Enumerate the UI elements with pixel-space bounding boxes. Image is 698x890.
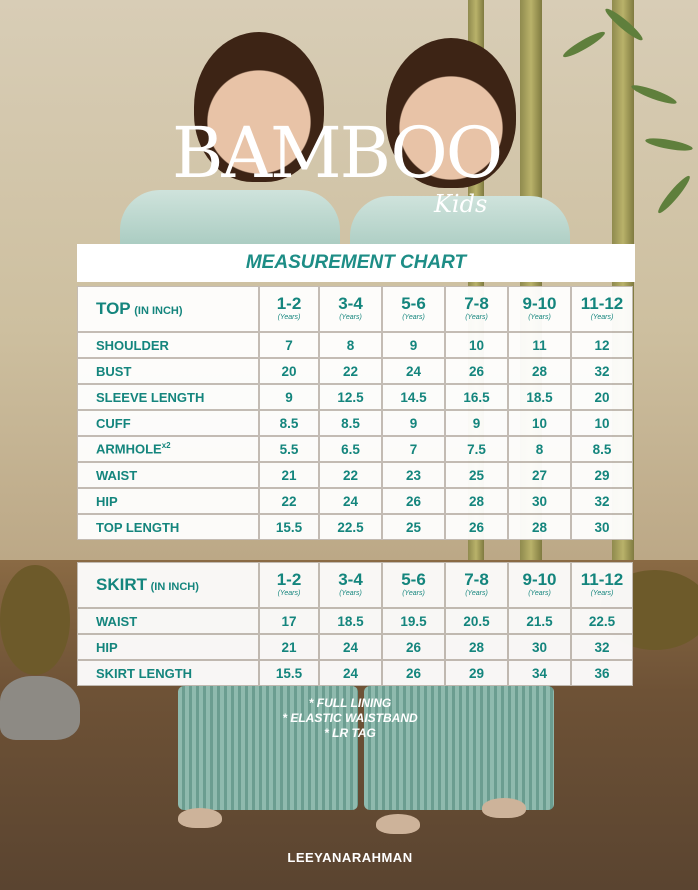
table-row	[77, 410, 633, 436]
years-caption: (Years)	[402, 590, 425, 597]
age-header-cell	[319, 562, 382, 608]
value-cell: 7	[259, 332, 319, 358]
notes	[240, 696, 460, 741]
note-item: * FULL LINING	[308, 696, 392, 710]
value-cell: 20	[259, 358, 319, 384]
value-cell: 7	[382, 436, 445, 462]
age-header-cell	[445, 562, 508, 608]
value-cell: 8.5	[571, 436, 633, 462]
value-cell: 16.5	[445, 384, 508, 410]
row-label-cell	[77, 608, 259, 634]
section-unit: (IN INCH)	[134, 305, 183, 317]
years-caption: (Years)	[590, 590, 614, 597]
value-cell: 9	[382, 410, 445, 436]
row-label-superscript: x2	[161, 441, 171, 451]
value-cell: 9	[259, 384, 319, 410]
value-cell: 28	[445, 634, 508, 660]
years-caption: (Years)	[528, 314, 551, 321]
age-header-cell	[319, 286, 382, 332]
value-cell: 26	[382, 660, 445, 686]
section-title: SKIRT	[96, 575, 147, 594]
age-header-cell	[259, 562, 319, 608]
years-caption: (Years)	[277, 314, 301, 321]
value-cell: 26	[445, 358, 508, 384]
age-header-cell	[445, 286, 508, 332]
years-caption: (Years)	[339, 314, 362, 321]
value-cell: 30	[508, 634, 571, 660]
value-cell: 26	[382, 488, 445, 514]
row-label: TOP LENGTH	[96, 519, 180, 535]
value-cell: 25	[445, 462, 508, 488]
table-row	[77, 488, 633, 514]
years-caption: (Years)	[402, 314, 425, 321]
value-cell: 28	[445, 488, 508, 514]
skirt-measurement-table	[77, 562, 633, 686]
age-label: 5-6	[401, 294, 426, 313]
value-cell: 24	[319, 660, 382, 686]
table-row	[77, 332, 633, 358]
value-cell: 34	[508, 660, 571, 686]
row-label: BUST	[96, 363, 132, 379]
value-cell: 20.5	[445, 608, 508, 634]
age-label: 7-8	[464, 294, 489, 313]
row-label-cell	[77, 384, 259, 410]
value-cell: 29	[571, 462, 633, 488]
value-cell: 30	[508, 488, 571, 514]
value-cell: 22	[319, 462, 382, 488]
age-header-cell	[571, 562, 633, 608]
row-label-cell	[77, 514, 259, 540]
value-cell: 10	[508, 410, 571, 436]
value-cell: 8.5	[259, 410, 319, 436]
age-label: 7-8	[464, 570, 489, 589]
value-cell: 11	[508, 332, 571, 358]
row-label: SLEEVE LENGTH	[96, 389, 205, 405]
value-cell: 19.5	[382, 608, 445, 634]
value-cell: 23	[382, 462, 445, 488]
value-cell: 36	[571, 660, 633, 686]
value-cell: 21.5	[508, 608, 571, 634]
years-caption: (Years)	[590, 314, 614, 321]
value-cell: 32	[571, 488, 633, 514]
years-caption: (Years)	[339, 590, 362, 597]
age-label: 9-10	[522, 570, 557, 589]
value-cell: 22.5	[571, 608, 633, 634]
years-caption: (Years)	[465, 314, 488, 321]
value-cell: 5.5	[259, 436, 319, 462]
table-header-row	[77, 286, 633, 332]
value-cell: 24	[319, 634, 382, 660]
value-cell: 32	[571, 358, 633, 384]
row-label: SHOULDER	[96, 337, 169, 353]
value-cell: 28	[508, 358, 571, 384]
table-row	[77, 514, 633, 540]
row-label: HIP	[96, 493, 118, 509]
age-label: 9-10	[522, 294, 557, 313]
table-row	[77, 608, 633, 634]
age-header-cell	[508, 286, 571, 332]
value-cell: 27	[508, 462, 571, 488]
top-measurement-table	[77, 286, 633, 540]
value-cell: 15.5	[259, 660, 319, 686]
value-cell: 7.5	[445, 436, 508, 462]
value-cell: 15.5	[259, 514, 319, 540]
section-title: TOP	[96, 299, 131, 318]
section-header-cell	[77, 286, 259, 332]
value-cell: 12.5	[319, 384, 382, 410]
table-header-row	[77, 562, 633, 608]
row-label: ARMHOLE	[96, 441, 162, 457]
value-cell: 14.5	[382, 384, 445, 410]
age-header-cell	[382, 562, 445, 608]
years-caption: (Years)	[465, 590, 488, 597]
age-header-cell	[571, 286, 633, 332]
value-cell: 8	[319, 332, 382, 358]
note-item: * LR TAG	[324, 726, 376, 740]
age-header-cell	[382, 286, 445, 332]
value-cell: 21	[259, 462, 319, 488]
value-cell: 18.5	[508, 384, 571, 410]
value-cell: 9	[382, 332, 445, 358]
row-label: WAIST	[96, 613, 138, 629]
bamboo-logo: BAMBOO	[172, 112, 502, 194]
table-row	[77, 384, 633, 410]
row-label-cell	[77, 660, 259, 686]
value-cell: 9	[445, 410, 508, 436]
table-row	[77, 634, 633, 660]
value-cell: 25	[382, 514, 445, 540]
value-cell: 8	[508, 436, 571, 462]
row-label: CUFF	[96, 415, 131, 431]
value-cell: 12	[571, 332, 633, 358]
value-cell: 22	[259, 488, 319, 514]
age-label: 1-2	[276, 570, 302, 589]
section-header-cell	[77, 562, 259, 608]
value-cell: 10	[571, 410, 633, 436]
footer-brand: LEEYANARAHMAN	[287, 850, 413, 865]
row-label-cell	[77, 358, 259, 384]
value-cell: 20	[571, 384, 633, 410]
value-cell: 26	[382, 634, 445, 660]
note-item: * ELASTIC WAISTBAND	[282, 711, 418, 725]
logo-subtitle: Kids	[434, 190, 488, 218]
value-cell: 18.5	[319, 608, 382, 634]
value-cell: 30	[571, 514, 633, 540]
age-label: 3-4	[338, 570, 363, 589]
row-label: SKIRT LENGTH	[96, 665, 193, 681]
chart-title: MEASUREMENT CHART	[77, 244, 635, 282]
age-label: 11-12	[580, 294, 624, 313]
years-caption: (Years)	[277, 590, 301, 597]
row-label-cell	[77, 410, 259, 436]
value-cell: 32	[571, 634, 633, 660]
table-row	[77, 462, 633, 488]
table-row	[77, 660, 633, 686]
value-cell: 8.5	[319, 410, 382, 436]
value-cell: 21	[259, 634, 319, 660]
section-unit: (IN INCH)	[150, 581, 199, 593]
row-label: WAIST	[96, 467, 138, 483]
row-label-cell	[77, 462, 259, 488]
row-label-cell	[77, 488, 259, 514]
age-label: 11-12	[580, 570, 624, 589]
value-cell: 24	[382, 358, 445, 384]
age-header-cell	[259, 286, 319, 332]
table-row	[77, 436, 633, 462]
value-cell: 28	[508, 514, 571, 540]
value-cell: 17	[259, 608, 319, 634]
value-cell: 6.5	[319, 436, 382, 462]
row-label-cell	[77, 332, 259, 358]
value-cell: 22.5	[319, 514, 382, 540]
years-caption: (Years)	[528, 590, 551, 597]
age-label: 1-2	[276, 294, 302, 313]
value-cell: 22	[319, 358, 382, 384]
row-label: HIP	[96, 639, 118, 655]
age-header-cell	[508, 562, 571, 608]
value-cell: 24	[319, 488, 382, 514]
row-label-cell	[77, 436, 259, 462]
age-label: 5-6	[401, 570, 426, 589]
row-label-cell	[77, 634, 259, 660]
age-label: 3-4	[338, 294, 363, 313]
value-cell: 26	[445, 514, 508, 540]
table-row	[77, 358, 633, 384]
value-cell: 10	[445, 332, 508, 358]
value-cell: 29	[445, 660, 508, 686]
